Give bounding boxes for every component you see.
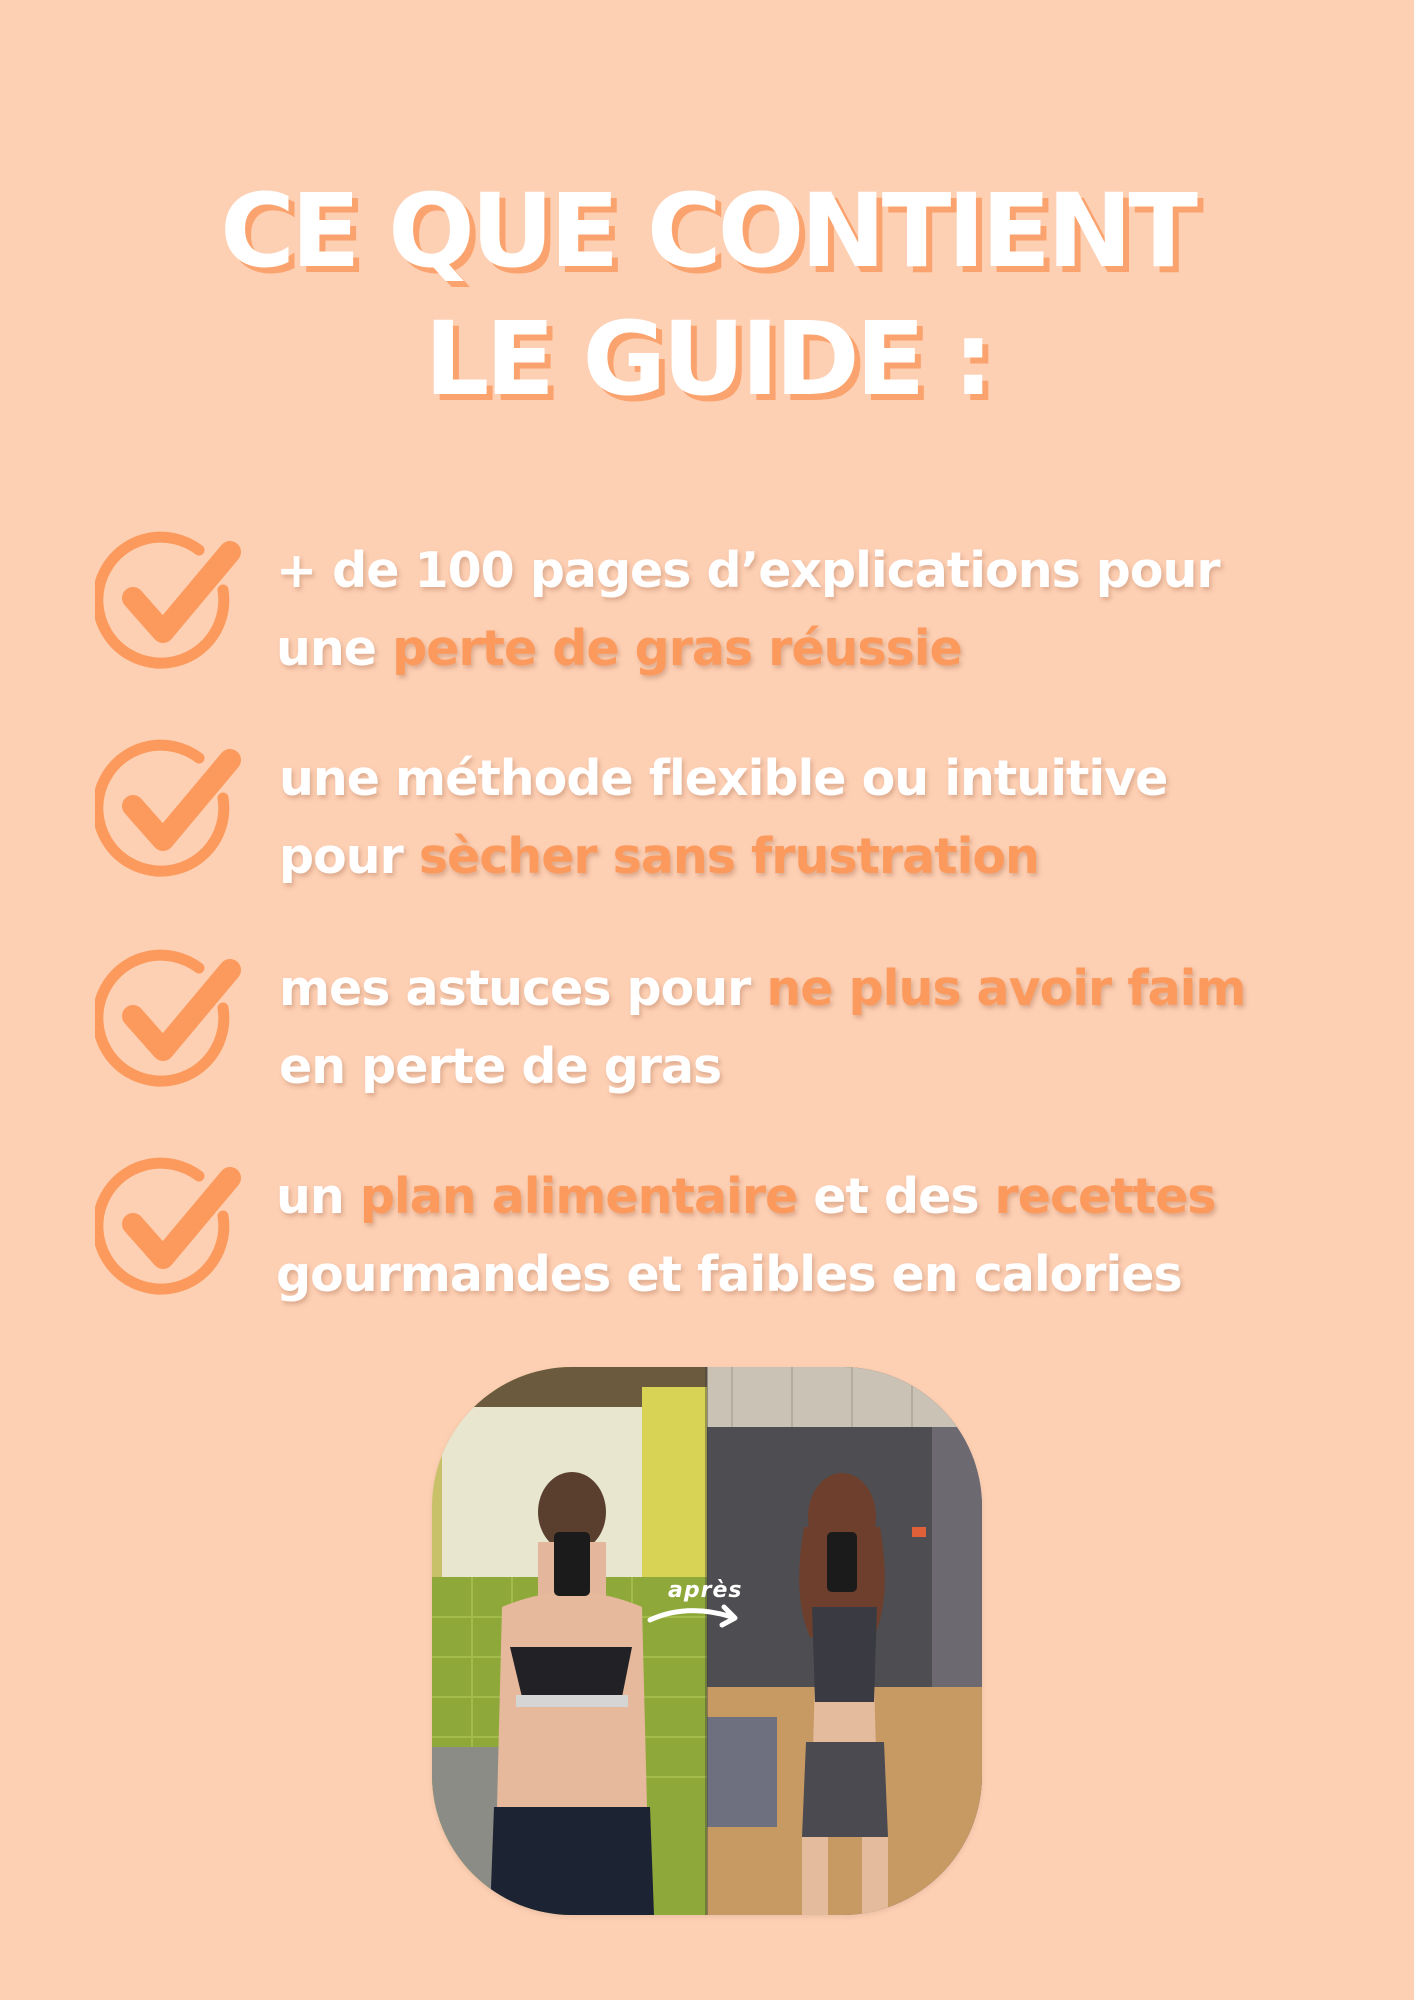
arrow-label: après [668, 1578, 743, 1603]
check-circle-icon [95, 946, 245, 1096]
check-circle-icon [95, 528, 245, 678]
feature-text: un plan alimentaire et des recettes gourmandes et faibles en calories [276, 1168, 1216, 1303]
highlight-text: ne plus avoir faim [766, 960, 1246, 1017]
feature-item-hunger [0, 946, 1414, 1096]
feature-item-plan [0, 1154, 1414, 1304]
feature-item-pages [0, 528, 1414, 678]
title-line-1: CE QUE CONTIENT [220, 172, 1194, 291]
title-line-2: LE GUIDE : [424, 300, 990, 419]
feature-text: + de 100 pages d’explications pour une perte de gras réussie [276, 542, 1220, 677]
before-after-photo [432, 1367, 982, 1915]
highlight-text: sècher sans frustration [418, 828, 1039, 885]
feature-text: mes astuces pour ne plus avoir faim en perte de gras [279, 960, 1246, 1095]
before-after-image [432, 1367, 982, 1915]
feature-text: une méthode flexible ou intuitive pour sècher sans frustration [279, 750, 1168, 885]
highlight-text: plan alimentaire [359, 1168, 798, 1225]
check-circle-icon [95, 736, 245, 886]
highlight-text: perte de gras réussie [392, 620, 962, 677]
page-title [0, 168, 1414, 424]
check-circle-icon [95, 1154, 245, 1304]
highlight-text: recettes [994, 1168, 1216, 1225]
feature-item-method [0, 736, 1414, 886]
